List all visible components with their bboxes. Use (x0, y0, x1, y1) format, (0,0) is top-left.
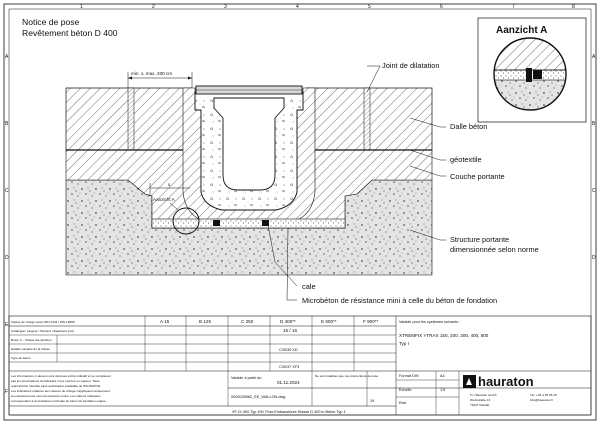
note-line-6: correspondent à la résistance minimale du béton de fondation exigée. (11, 399, 107, 403)
zone-top-5: 5 (368, 4, 371, 10)
row-catalogue: Catalogue: Largeur / Hauteur / Épaisseur [cm] (11, 329, 75, 333)
row-concrete-type: Type de béton (11, 356, 31, 360)
class-c250: C 250 (241, 319, 254, 324)
callout-couche: Couche portante (450, 172, 505, 181)
callout-structure-1: Structure portante (450, 235, 510, 244)
zone-side-b-right: B (592, 121, 596, 127)
address-line-2: Werkstraße 13 (470, 398, 491, 402)
class-e600: E 600** (321, 319, 337, 324)
zone-side-d-right: D (592, 255, 596, 261)
callout-microbeton: Microbéton de résistance mini à celle du béton de fondation (302, 296, 498, 305)
state-value: 19 (370, 399, 375, 403)
header-title-line2: Revêtement béton D 400 (22, 28, 118, 38)
address-line-3: 76437 Rastatt (470, 403, 490, 407)
shim-left (213, 220, 220, 226)
zone-side-c: C (5, 188, 9, 194)
callout-structure-2: dimensionnée selon norme (450, 245, 539, 254)
channel-inner (214, 98, 284, 190)
validity-label: Valable à partir du (231, 376, 262, 380)
hauraton-logo (463, 374, 534, 389)
zone-top-8: 8 (572, 4, 575, 10)
note-line-2: pas les prescriptions du fabricant ni les normes en vigueur. Toute (11, 379, 100, 383)
drawing-number: 0000028962_EE_WALLON.dwg (231, 395, 286, 399)
cross-section (66, 86, 432, 275)
class-d400: D 400** (280, 319, 296, 324)
zone-top-1: 1 (80, 4, 83, 10)
contact-phone: Tél. +33 4 35 95 15 (530, 393, 557, 397)
note-line-5: au caniveau posé selon la présente notice. Les valeurs indiquées (11, 394, 101, 398)
validity-date: 01.11.2024 (277, 380, 300, 385)
callout-dalle: Dalle béton (450, 122, 488, 131)
zone-top-7: 7 (512, 4, 515, 10)
instructions-note: Ne sont valables que nos instructions de pose. (315, 374, 379, 378)
row-load-class: Classe de charge selon DIN 1433 / DIN 19580 (11, 320, 75, 324)
address-line-1: Fr. Hauraton Gmbh (470, 393, 497, 397)
system-name: XTREMFIX I-TRAX 150, 200, 300, 400, 500 (399, 333, 489, 338)
zone-top-6: 6 (440, 4, 443, 10)
zone-top-3: 3 (224, 4, 227, 10)
dimension-text: min. x, max. 200 cm (131, 71, 173, 76)
callout-cale: cale (302, 282, 316, 291)
zone-top-4: 4 (296, 4, 299, 10)
microbeton-bed (152, 219, 345, 228)
valid-systems-label: Valable pour les systèmes suivants : (399, 320, 461, 324)
format-label: Format DIN (399, 374, 419, 378)
class-b125: B 125 (199, 319, 212, 324)
contact-email: info@hauraton.fr (530, 398, 554, 402)
zone-side-b: B (5, 121, 9, 127)
zone-side-e: E (5, 322, 9, 328)
footer-description: XF-IX-300 Typ 400 ITrax Einbauskizze Klasse D 400 in Beton Typ 1 (232, 410, 346, 414)
system-type: Typ I (399, 341, 409, 346)
zone-side-d: D (5, 255, 9, 261)
note-line-3: reproduction interdite sans autorisation préalable de HAURATON. (11, 384, 101, 388)
zone-side-f: F (5, 389, 9, 395)
class-f900: F 900** (363, 319, 379, 324)
value-c30: C30/37 XF3 (279, 365, 300, 369)
aanzicht-label: Aanzicht A (153, 197, 175, 202)
format-value: A4 (440, 374, 445, 378)
row-details: Détails suivants de la classe (11, 347, 50, 351)
title-block (9, 316, 591, 415)
scale-value: 1:5 (440, 388, 446, 392)
zone-side-a-right: A (592, 54, 596, 60)
note-line-4: Les indications relatives aux classes de charge s'appliquent uniquement (11, 389, 110, 393)
zone-side-c-right: C (592, 188, 596, 194)
header-title-line1: Notice de pose (22, 17, 80, 27)
detail-view (478, 18, 586, 122)
callout-geotextile: géotextile (450, 155, 482, 164)
x-dimension-mark: x (168, 182, 171, 187)
callout-joint: Joint de dilatation (382, 61, 440, 70)
value-c25: C25/30 XD (279, 348, 298, 352)
scale-label: Echelle (399, 388, 412, 392)
state-label: Etat (399, 401, 406, 405)
detail-title: Aanzicht A (496, 25, 548, 36)
zone-top-2: 2 (152, 4, 155, 10)
class-a15: A 15 (160, 319, 170, 324)
value-dimensions: 16 / 16 (283, 328, 298, 333)
note-line-1: Les informations ci-dessus sont données à titre indicatif et ne remplacent (11, 374, 111, 378)
row-concrete-class: Béton C - Classe d'exposition (11, 338, 52, 342)
zone-side-a: A (5, 54, 9, 60)
expansion-joint-left (128, 88, 134, 150)
company-name: hauraton (478, 374, 534, 389)
expansion-joint-right (364, 88, 370, 150)
